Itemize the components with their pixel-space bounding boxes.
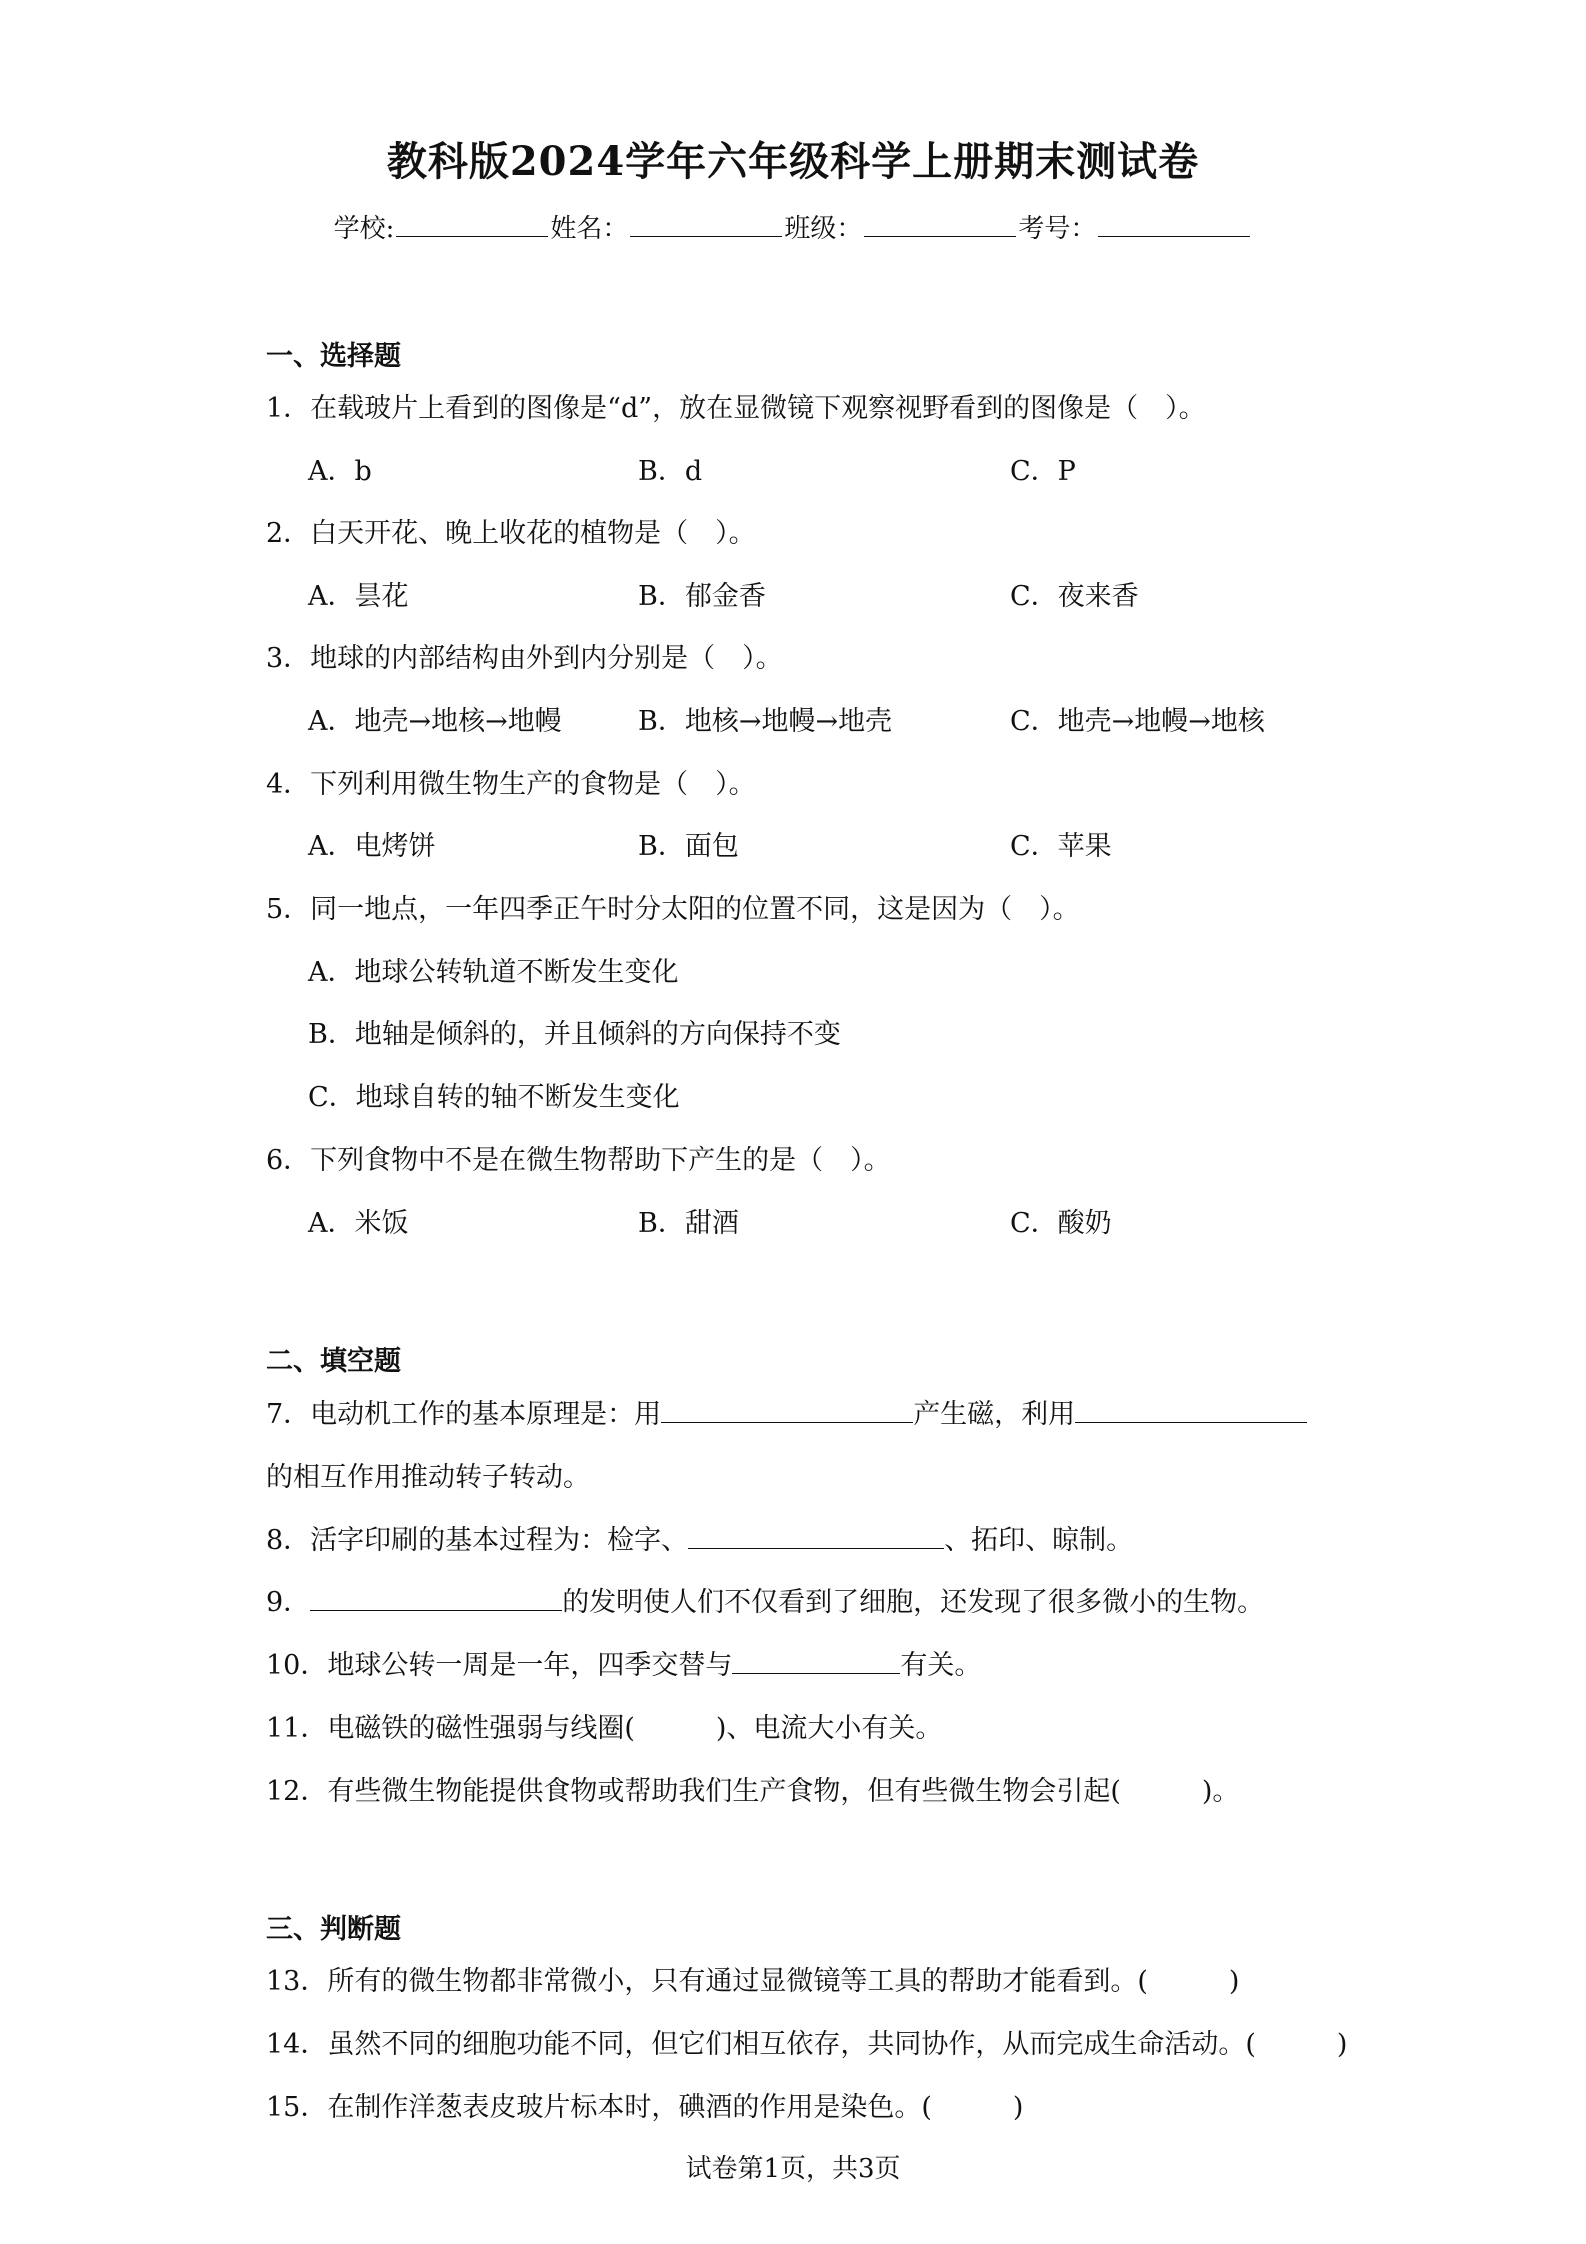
question-7-text-1: 7．电动机工作的基本原理是：用 (266, 1399, 662, 1430)
page-title: 教科版2024学年六年级科学上册期末测试卷 (386, 138, 1200, 185)
question-12: 12．有些微生物能提供食物或帮助我们生产食物，但有些微生物会引起( )。 (266, 1776, 1240, 1807)
name-blank (630, 210, 782, 237)
question-6: 6．下列食物中不是在微生物帮助下产生的是（ ）。 (266, 1145, 891, 1176)
question-14: 14．虽然不同的细胞功能不同，但它们相互依存，共同协作，从而完成生命活动。( ) (266, 2029, 1348, 2060)
class-label: 班级： (784, 214, 863, 244)
exam-no-blank (1098, 210, 1250, 237)
question-15: 15．在制作洋葱表皮玻片标本时，碘酒的作用是染色。( ) (266, 2092, 1024, 2123)
question-2: 2．白天开花、晚上收花的植物是（ ）。 (266, 518, 756, 549)
option-c: C．地壳→地幔→地核 (1010, 706, 1265, 737)
option-b: B．地核→地幔→地壳 (638, 706, 893, 737)
question-9 (266, 1580, 1264, 1619)
section-judge-heading: 三、判断题 (266, 1914, 401, 1945)
option-c: C．酸奶 (1010, 1208, 1112, 1239)
option-a: A．电烤饼 (308, 831, 436, 862)
question-10-text-1: 10．地球公转一周是一年，四季交替与 (266, 1650, 733, 1681)
question-9-text-2: 的发明使人们不仅看到了细胞，还发现了很多微小的生物。 (562, 1587, 1265, 1618)
option-c: C．夜来香 (1010, 581, 1139, 612)
answer-blank (688, 1522, 944, 1549)
class-blank (864, 210, 1016, 237)
question-1: 1．在载玻片上看到的图像是“d”，放在显微镜下观察视野看到的图像是（ ）。 (266, 393, 1206, 424)
answer-blank (1075, 1396, 1307, 1423)
question-10-text-2: 有关。 (900, 1650, 982, 1681)
question-11: 11．电磁铁的磁性强弱与线圈( )、电流大小有关。 (266, 1713, 943, 1744)
question-7-text-2: 产生磁，利用 (913, 1399, 1076, 1430)
answer-blank (732, 1647, 900, 1674)
option-c: C．苹果 (1010, 831, 1112, 862)
section-fill-heading: 二、填空题 (266, 1346, 401, 1377)
option-a: A．b (308, 456, 372, 487)
question-7 (266, 1392, 1307, 1431)
page-footer: 试卷第1页，共3页 (685, 2154, 901, 2184)
question-9-text-1: 9． (266, 1587, 311, 1618)
student-info-line (0, 208, 1586, 245)
option-a: A．地球公转轨道不断发生变化 (308, 957, 679, 988)
option-a: A．昙花 (308, 581, 409, 612)
answer-blank (661, 1396, 913, 1423)
option-b: B．郁金香 (638, 581, 766, 612)
question-13: 13．所有的微生物都非常微小，只有通过显微镜等工具的帮助才能看到。( ) (266, 1966, 1240, 1997)
option-c: C．地球自转的轴不断发生变化 (308, 1082, 680, 1113)
exam-no-label: 考号： (1018, 214, 1097, 244)
question-4: 4．下列利用微生物生产的食物是（ ）。 (266, 769, 756, 800)
question-7-continued: 的相互作用推动转子转动。 (266, 1462, 590, 1493)
option-c: C．P (1010, 456, 1076, 487)
question-8-text-2: 、拓印、晾制。 (944, 1525, 1134, 1556)
option-a: A．米饭 (308, 1208, 409, 1239)
name-label: 姓名： (550, 214, 629, 244)
question-8 (266, 1518, 1133, 1557)
question-10 (266, 1643, 981, 1682)
school-label: 学校: (333, 214, 395, 244)
option-b: B．d (638, 456, 703, 487)
question-3: 3．地球的内部结构由外到内分别是（ ）。 (266, 643, 783, 674)
school-blank (396, 210, 548, 237)
section-choice-heading: 一、选择题 (266, 341, 401, 372)
option-a: A．地壳→地核→地幔 (308, 706, 562, 737)
option-b: B．面包 (638, 831, 739, 862)
option-b: B．甜酒 (638, 1208, 739, 1239)
option-b: B．地轴是倾斜的，并且倾斜的方向保持不变 (308, 1019, 841, 1050)
question-5: 5．同一地点，一年四季正午时分太阳的位置不同，这是因为（ ）。 (266, 894, 1080, 925)
answer-blank (310, 1584, 562, 1611)
question-8-text-1: 8．活字印刷的基本过程为：检字、 (266, 1525, 689, 1556)
